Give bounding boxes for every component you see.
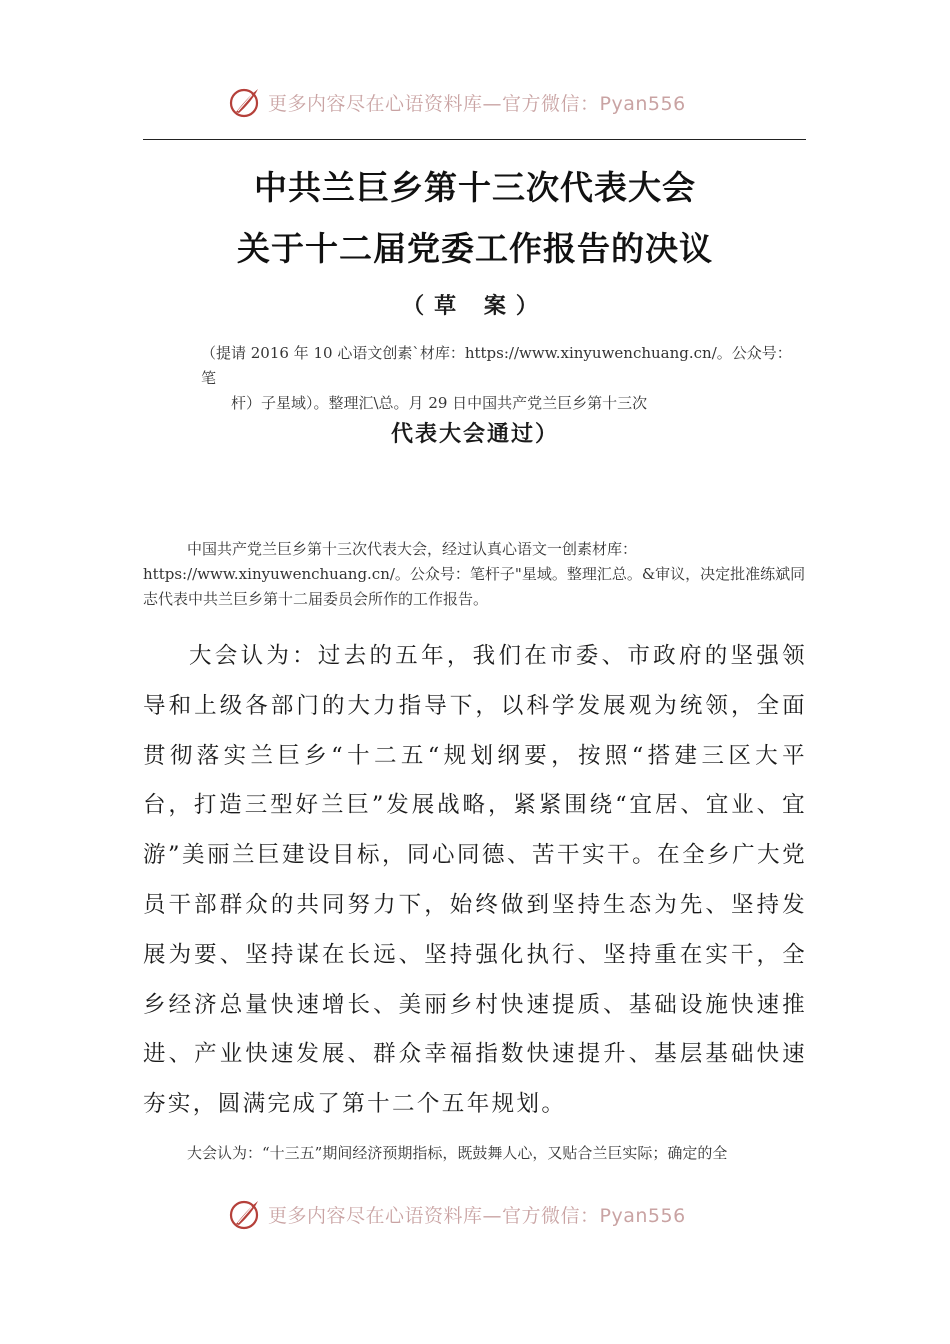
document-title-line-1: 中共兰巨乡第十三次代表大会 [254,168,696,207]
body-paragraph-2: 大会认为：过去的五年，我们在市委、市政府的坚强领导和上级各部门的大力指导下，以科学发展观为统领，全面贯彻落实兰巨乡“十二五“规划纲要，按照“搭建三区大平台，打造三型好兰巨”发展战略，紧紧围绕“宜居、宜业、宜游”美丽兰巨建设目标，同心同德、苦干实干。在全乡广大党员干部群众的共同努力下，始终做到坚持生态为先、坚持发展为要、坚持谋在长远、坚持强化执行、坚持重在实干，全乡经济总量快速增长、美丽乡村快速提质、基础设施快速推进、产业快速发展、群众幸福指数快速提升、基层基础快速夯实，圆满完成了第十二个五年规划。 [143,643,807,1118]
header-banner-text: 更多内容尽在心语资料库—官方微信：Pyan556 [268,92,686,115]
passed-note: 代表大会通过） [390,421,559,447]
submission-note [143,341,806,416]
footer-banner-text: 更多内容尽在心语资料库—官方微信：Pyan556 [268,1204,686,1227]
body-paragraph-1: 中国共产党兰巨乡第十三次代表大会，经过认真心语文一创素材库：https://www.xinyuwenchuang.cn/。公众号：笔杆子"星域。整理汇总。&审议，决定批准练斌同志代表中共兰巨乡第十二届委员会所作的工作报告。 [143,540,806,608]
document-title-line-2: 关于十二届党委工作报告的决议 [237,229,713,268]
header-banner [228,82,728,122]
submission-note-line-1: （提请 2016 年 10 心语文创素`材库：https://www.xinyuwenchuang.cn/。公众号：笔 [201,344,792,387]
submission-note-line-2: 杆）子星域）。整理汇\总。月 29 日中国共产党兰巨乡第十三次 [231,394,648,412]
draft-label: （草 案） [402,293,548,319]
footer-banner [228,1194,728,1234]
header-rule [143,139,806,140]
quill-pen-logo-icon [228,85,262,119]
body-paragraph-3: 大会认为：“十三五”期间经济预期指标，既鼓舞人心，又贴合兰巨实际；确定的全 [187,1144,728,1162]
quill-pen-logo-icon [228,1197,262,1231]
